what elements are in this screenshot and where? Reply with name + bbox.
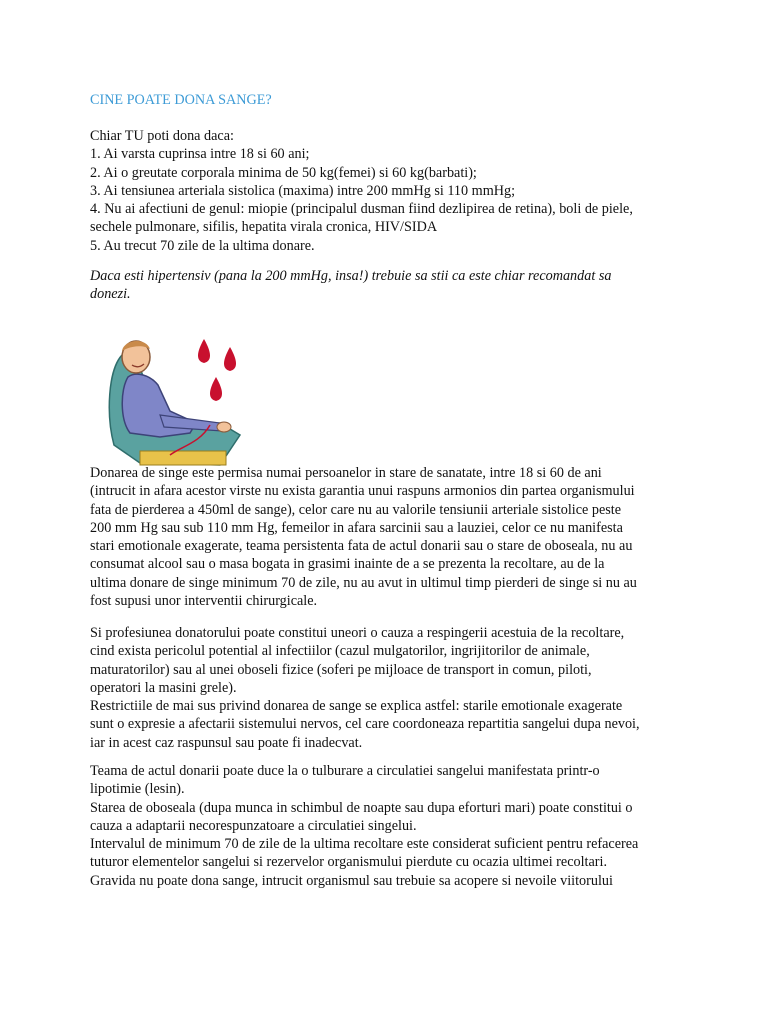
blood-donor-illustration [100, 315, 250, 467]
paragraph-line: cind exista pericolul potential al infectiilor (cazul mulgatorilor, ingrijitorilor de animale, [90, 643, 590, 660]
paragraph-line: ultima donare de singe minimum 70 de zile, nu au avut in ultimul timp pierderi de singe si nu au [90, 574, 637, 591]
blood-drop-icon [224, 347, 236, 371]
paragraph-line: iar in acest caz raspunsul sau poate fi inadecvat. [90, 734, 363, 751]
paragraph-line: consumat alcool sau o masa bogata in grasimi inainte de a se prezenta la recoltare, au de la [90, 556, 605, 573]
page-title: CINE POATE DONA SANGE? [90, 92, 272, 108]
paragraph-line: fost supusi unor interventii chirurgicale. [90, 593, 318, 610]
requirement-line: 5. Au trecut 70 zile de la ultima donare. [90, 237, 315, 254]
hypertension-note [90, 267, 690, 304]
requirement-line: 1. Ai varsta cuprinsa intre 18 si 60 ani; [90, 146, 310, 163]
chair-base [140, 451, 226, 465]
note-line: donezi. [90, 286, 131, 303]
paragraph-line: 200 mm Hg sau sub 110 mm Hg, femeilor in afara sarcinii sau a lauziei, celor ce nu manifesta [90, 519, 623, 536]
intro-text: Chiar TU poti dona daca: [90, 128, 234, 144]
blood-drop-icon [198, 339, 210, 363]
paragraph-eligibility [90, 464, 690, 610]
requirements-section [90, 127, 690, 255]
requirement-line: 2. Ai o greutate corporala minima de 50 kg(femei) si 60 kg(barbati); [90, 164, 477, 181]
blood-drop-icon [210, 377, 222, 401]
paragraph-line: Si profesiunea donatorului poate constitui uneori o cauza a respingerii acestuia de la recoltare, [90, 625, 625, 641]
paragraph-line: operatori la masini grele). [90, 679, 237, 696]
paragraph-fear-fatigue [90, 762, 690, 890]
requirement-line: 3. Ai tensiunea arteriala sistolica (maxima) intre 200 mmHg si 110 mmHg; [90, 182, 516, 199]
hand-shape [217, 422, 231, 432]
paragraph-line: tuturor elementelor sangelui si rezervelor organismului pierdute cu ocazia ultimei recoltari. [90, 854, 607, 871]
paragraph-line: Teama de actul donarii poate duce la o tulburare a circulatiei sangelui manifestata printr-o [90, 763, 600, 779]
note-line: Daca esti hipertensiv (pana la 200 mmHg, insa!) trebuie sa stii ca este chiar recomandat sa [90, 268, 612, 284]
paragraph-line: Gravida nu poate dona sange, intrucit organismul sau trebuie sa acopere si nevoile viitorului [90, 872, 613, 889]
paragraph-line: Starea de oboseala (dupa munca in schimbul de noapte sau dupa eforturi mari) poate constitui o [90, 799, 633, 816]
paragraph-line: Restrictiile de mai sus privind donarea de sange se explica astfel: starile emotionale exagerate [90, 698, 623, 715]
paragraph-line: stari emotionale exagerate, teama persistenta fata de actul donarii sau o stare de oboseala, nu au [90, 538, 633, 555]
paragraph-line: sunt o expresie a afectarii sistemului nervos, cel care coordoneaza repartitia sangelui dupa nevoi, [90, 716, 640, 733]
paragraph-line: cauza a adaptarii necorespunzatoare a circulatiei singelui. [90, 817, 417, 834]
paragraph-line: Donarea de singe este permisa numai persoanelor in stare de sanatate, intre 18 si 60 de ani [90, 465, 602, 481]
paragraph-line: Intervalul de minimum 70 de zile de la ultima recoltare este considerat suficient pentru refacerea [90, 836, 639, 853]
paragraph-profession [90, 624, 690, 752]
requirement-line: sechele pulmonare, sifilis, hepatita virala cronica, HIV/SIDA [90, 219, 438, 236]
requirement-line: 4. Nu ai afectiuni de genul: miopie (principalul dusman fiind dezlipirea de retina), boli de piele, [90, 201, 633, 218]
paragraph-line: maturatorilor) sau al unei oboseli fizice (soferi pe mijloace de transport in comun, piloti, [90, 661, 592, 678]
paragraph-line: fata de pierderea a 450ml de sange), celor care nu au valorile tensiunii arteriale sistolice peste [90, 501, 621, 518]
paragraph-line: lipotimie (lesin). [90, 781, 185, 798]
paragraph-line: (intrucit in afara acestor virste nu exista garantia unui raspuns armonios din partea organismului [90, 483, 635, 500]
